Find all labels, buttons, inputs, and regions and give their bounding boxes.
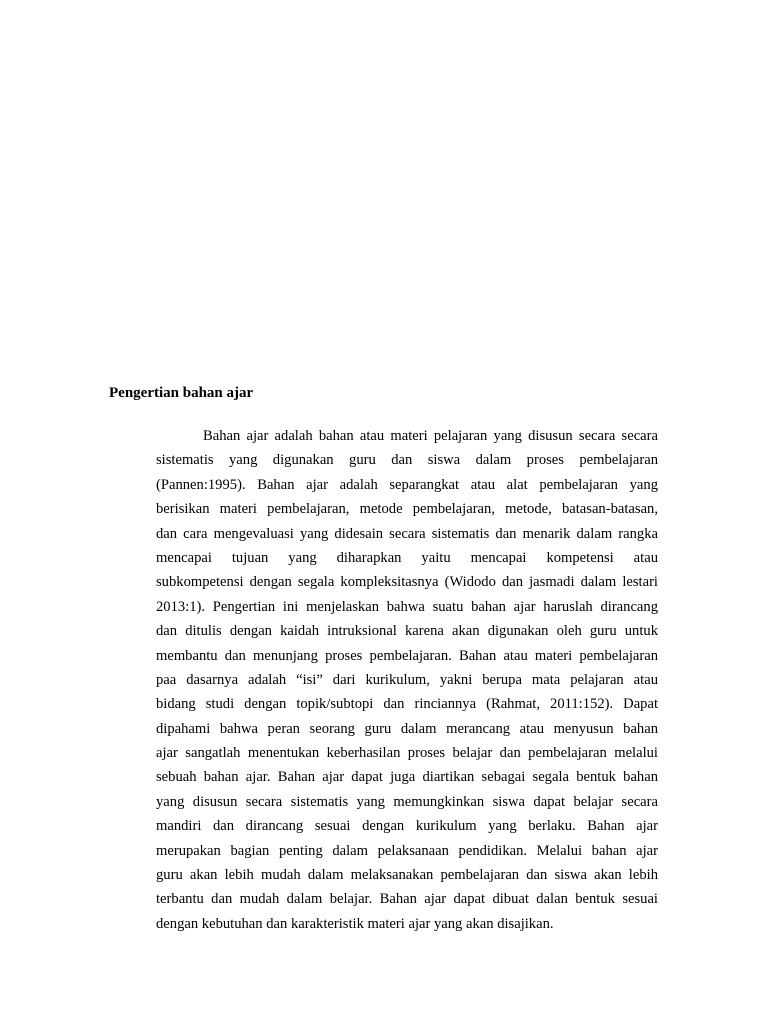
paragraph-line: merupakan bagian penting dalam pelaksanaan pendidikan. Melalui bahan ajar — [156, 842, 658, 859]
paragraph-line: dan ditulis dengan kaidah intruksional karena akan digunakan oleh guru untuk — [156, 623, 658, 640]
paragraph-line: sebuah bahan ajar. Bahan ajar dapat juga diartikan sebagai segala bentuk bahan — [156, 769, 658, 786]
body-paragraph — [156, 424, 658, 936]
paragraph-line: bidang studi dengan topik/subtopi dan rinciannya (Rahmat, 2011:152). Dapat — [156, 696, 658, 713]
paragraph-line: dengan kebutuhan dan karakteristik materi ajar yang akan disajikan. — [156, 915, 554, 932]
section-heading: Pengertian bahan ajar — [109, 385, 254, 401]
paragraph-line: dipahami bahwa peran seorang guru dalam merancang atau menyusun bahan — [156, 720, 658, 737]
paragraph-line: guru akan lebih mudah dalam melaksanakan pembelajaran dan siswa akan lebih — [156, 867, 658, 884]
paragraph-line: ajar sangatlah menentukan keberhasilan proses belajar dan pembelajaran melalui — [156, 745, 658, 762]
paragraph-line: mencapai tujuan yang diharapkan yaitu mencapai kompetensi atau — [156, 549, 658, 566]
paragraph-line: berisikan materi pembelajaran, metode pembelajaran, metode, batasan-batasan, — [156, 501, 658, 518]
paragraph-line: terbantu dan mudah dalam belajar. Bahan ajar dapat dibuat dalan bentuk sesuai — [156, 891, 658, 908]
paragraph-line: Bahan ajar adalah bahan atau materi pelajaran yang disusun secara secara — [203, 428, 658, 444]
paragraph-line: sistematis yang digunakan guru dan siswa dalam proses pembelajaran — [156, 452, 658, 469]
paragraph-line: membantu dan menunjang proses pembelajaran. Bahan atau materi pembelajaran — [156, 647, 658, 664]
paragraph-line: dan cara mengevaluasi yang didesain secara sistematis dan menarik dalam rangka — [156, 525, 658, 542]
paragraph-line: yang disusun secara sistematis yang memungkinkan siswa dapat belajar secara — [156, 793, 658, 810]
paragraph-line: 2013:1). Pengertian ini menjelaskan bahwa suatu bahan ajar haruslah dirancang — [156, 598, 658, 615]
paragraph-line: subkompetensi dengan segala kompleksitasnya (Widodo dan jasmadi dalam lestari — [156, 574, 658, 591]
paragraph-line: paa dasarnya adalah “isi” dari kurikulum, yakni berupa mata pelajaran atau — [156, 671, 658, 688]
paragraph-line: mandiri dan dirancang sesuai dengan kurikulum yang berlaku. Bahan ajar — [156, 818, 658, 835]
paragraph-line: (Pannen:1995). Bahan ajar adalah separangkat atau alat pembelajaran yang — [156, 476, 658, 493]
